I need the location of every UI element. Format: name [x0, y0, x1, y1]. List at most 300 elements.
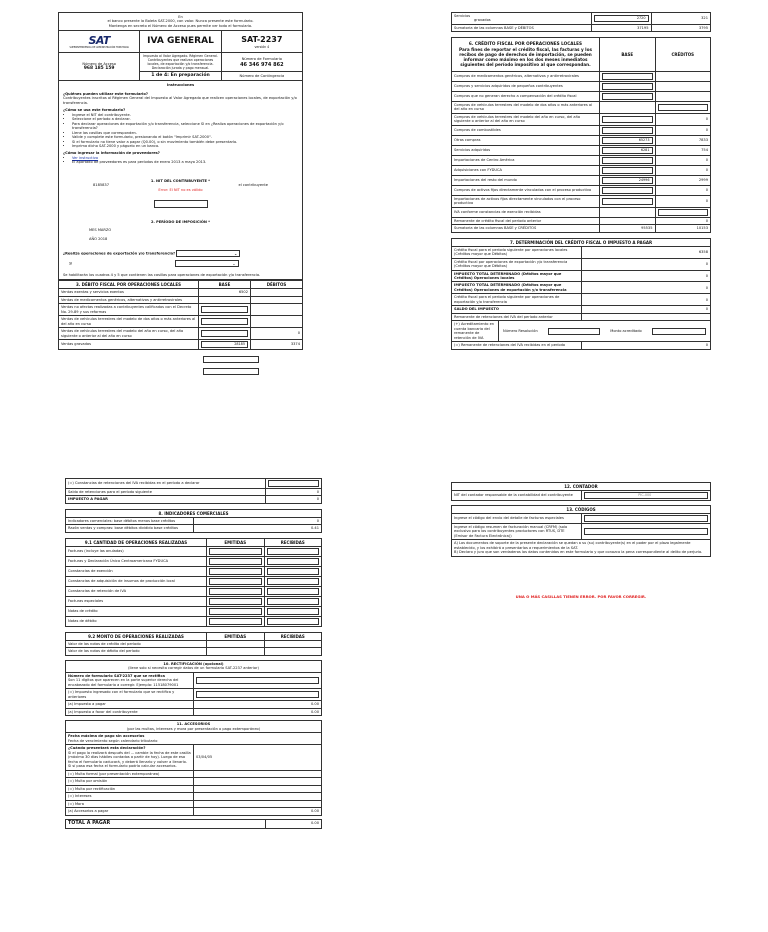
s92-col-emitidas: EMITIDAS	[207, 632, 265, 640]
form-number-label: Número de Formulario	[241, 57, 282, 62]
contador-nit-input[interactable]: PIC-000	[584, 492, 709, 499]
page-3	[65, 478, 322, 903]
row-label: Ventas gravadas	[59, 340, 199, 350]
table-row	[452, 91, 711, 101]
row-value-input[interactable]	[196, 691, 319, 698]
how-list	[63, 113, 298, 149]
s91-table	[65, 538, 322, 627]
s11-subtitle: (por las multas, intereses y mora por presentación o pago extemporáneo)	[126, 726, 261, 731]
row-base: 37195	[592, 24, 652, 31]
table-row	[66, 689, 322, 701]
row-label: Compras que no generan derecho a compensación del crédito fiscal	[452, 91, 600, 101]
mes-label: MES	[89, 227, 97, 232]
recibidas-input[interactable]	[267, 578, 320, 585]
table-row	[59, 296, 303, 303]
recibidas-input[interactable]	[267, 598, 320, 605]
s6-col-base: BASE	[600, 38, 656, 71]
rectify-number-input[interactable]	[196, 677, 319, 684]
how-item: • Valide y complete este formulario, presionando el botón "Imprimir SAT-2000".	[72, 135, 298, 139]
row-value: 0.41	[194, 525, 322, 532]
table-row	[59, 289, 303, 296]
table-row	[66, 616, 322, 626]
table-row	[66, 778, 322, 785]
instructions-title: Instrucciones	[166, 83, 195, 88]
row-base	[600, 217, 656, 224]
recibidas-input[interactable]	[267, 558, 320, 565]
row-value	[581, 313, 711, 320]
row-base-input[interactable]	[602, 157, 653, 164]
s8-table	[65, 509, 322, 533]
extra-input-1[interactable]	[203, 356, 259, 363]
row-value-input[interactable]	[268, 480, 319, 487]
s7-table	[451, 238, 711, 350]
codigo-crfm-input[interactable]	[584, 528, 709, 535]
retention-label: (+) Acreditamiento en cuenta bancaria del remanente de retención de IVA	[452, 321, 499, 341]
row-label: Indicadores comerciales: base débitos menos base créditos	[66, 517, 194, 524]
instructivo-link[interactable]: Ver instructivo	[72, 155, 99, 160]
row-label: Compras de medicamentos genéricos, alternativos y antirretrovirales	[452, 71, 600, 81]
row-label: Constancias de adquisición de insumos de producción local	[66, 576, 207, 586]
row-label: Crédito fiscal para el período siguiente por operaciones de exportación y/o transferencia	[452, 294, 582, 306]
row-value: 0	[266, 496, 322, 503]
s2-title: 2. PERÍODO DE IMPOSICIÓN *	[150, 220, 211, 225]
total-label: TOTAL A PAGAR	[66, 819, 266, 828]
contingency-label: Número de Contingencia	[221, 72, 302, 81]
export-select-2[interactable]	[175, 260, 239, 267]
how-item: • Para declarar operaciones de exportación y/o transferencia, seleccione SI en ¿Realiza operaciones de exportación y/o transferencia?	[72, 122, 298, 131]
recibidas-input[interactable]	[267, 588, 320, 595]
p2-top-table	[451, 12, 711, 32]
row-label: (a) Accesorios a pagar	[66, 808, 194, 815]
table-row	[66, 546, 322, 556]
chevron-down-icon: ⌄	[232, 260, 236, 266]
suppliers-item: • El apartado de proveedores es para períodos de enero 2013 a mayo 2013.	[72, 160, 298, 164]
s10-question: Número de formulario SAT-2237 que se rectifica	[68, 673, 165, 678]
how-item: • Si el formulario no tiene valor a pagar (Q0.00), o sin movimiento también debe presentarlo.	[72, 140, 298, 144]
anio-label: AÑO	[89, 237, 97, 242]
row-base[interactable]: 6502	[199, 289, 251, 296]
how-item: • Ingrese el NIT del contribuyente.	[72, 113, 298, 117]
row-label: (=) Intereses	[66, 793, 194, 800]
row-label: IVA conforme constancias de exención recibidas	[452, 207, 600, 217]
row-base-input[interactable]	[602, 167, 653, 174]
table-row	[452, 207, 711, 217]
row-base-input[interactable]	[201, 318, 248, 325]
row-label: Servicios adquiridos	[452, 145, 600, 155]
table-row	[66, 701, 322, 708]
row-label: Ventas de vehículos terrestres del modelo de dos años o más anteriores al del año en curso	[59, 316, 199, 328]
recibidas-input[interactable]	[267, 618, 320, 625]
s10-title: 10. RECTIFICACIÓN (opcional)	[163, 661, 224, 666]
nit-status: el contribuyente	[238, 183, 268, 188]
row-value: 0.00	[194, 701, 322, 708]
total-table	[65, 819, 322, 829]
row-debitos	[251, 316, 303, 328]
table-row	[452, 342, 711, 349]
row-label: (=) Remanente de retenciones del IVA recibidas en el período	[452, 342, 582, 349]
table-row	[66, 770, 322, 777]
table-row	[66, 606, 322, 616]
header-table	[58, 12, 303, 280]
row-base-input[interactable]	[602, 198, 653, 205]
nit-value: 8185837	[93, 183, 110, 188]
nit-input[interactable]	[154, 200, 208, 208]
form-version: versión 4	[254, 44, 270, 49]
row-label: Importaciones del resto del mundo	[452, 175, 600, 185]
row-label: gravados	[474, 18, 491, 23]
row-value: 0.00	[194, 708, 322, 715]
row-label: Ventas de vehículos terrestres del modelo del año en curso, del año siguiente o anterior al del año en curso	[59, 328, 199, 340]
row-creditos: 10153	[655, 225, 711, 232]
row-creditos	[655, 81, 711, 91]
row-value	[194, 785, 322, 792]
row-label: Compras de combustibles	[452, 125, 600, 135]
s10-description: Son 11 dígitos que aparecen en la parte superior derecha del encabezado del formulario a corregir. Ejemplo: 11518079001	[68, 678, 179, 687]
access-value: 968 185 159	[83, 66, 115, 72]
s6-subtitle: Para fines de reportar el crédito fiscal, las facturas y los recibos de pago de derechos de importación, se pueden informar como máximo en los dos meses inmediatos siguientes del período impositivo al que correspondan.	[459, 46, 592, 68]
row-value	[194, 800, 322, 807]
access-label: Número de Acceso	[82, 61, 116, 66]
row-base-input[interactable]: 28185	[201, 341, 248, 348]
s92-col-recibidas: RECIBIDAS	[264, 632, 322, 640]
row-label: (=) Impuesto ingresado con el formulario que se rectifica y anteriores	[66, 689, 194, 701]
table-row	[452, 125, 711, 135]
suppliers-list	[63, 156, 298, 165]
row-label: (a) Impuesto a pagar	[66, 701, 194, 708]
row-label: Compras de vehículos terrestres del modelo del año en curso, del año siguiente o anterior al del año en curso	[452, 113, 600, 125]
table-row	[59, 340, 303, 350]
row-value	[194, 770, 322, 777]
presentation-date[interactable]: 03/04/05	[194, 745, 322, 770]
export-question: ¿Realiza operaciones de exportación y/o transferencia?	[63, 251, 176, 256]
nit-error: Error: El NIT no es válido	[158, 187, 203, 192]
row-label: SALDO DEL IMPUESTO	[452, 306, 582, 313]
question-how: ¿Cómo se usa este formulario?	[63, 108, 126, 113]
row-debitos	[251, 296, 303, 303]
s13-row-label: Ingrese el código del envío del detalle de facturas especiales	[452, 514, 582, 524]
table-row	[452, 135, 711, 145]
page-status: 1 de 4: En preparación	[140, 72, 221, 81]
row-debitos	[251, 289, 303, 296]
row-base-input[interactable]: 65273	[602, 137, 653, 144]
s6-col-creditos: CRÉDITOS	[655, 38, 711, 71]
row-label: Importaciones de activos fijos directamente vinculados con el proceso productivo	[452, 195, 600, 207]
row-base-input[interactable]	[602, 73, 653, 80]
table-row	[452, 101, 711, 113]
row-label: Constancias de retención de IVA	[66, 586, 207, 596]
s10-subtitle: (llene solo si necesita corregir datos de un formulario SAT-2237 anterior)	[128, 666, 259, 671]
s12-title: 12. CONTADOR	[452, 483, 711, 491]
table-row	[452, 225, 711, 232]
row-label: Remanente de crédito fiscal del período anterior	[452, 217, 600, 224]
s92-table	[65, 632, 322, 656]
row-label: Adquisiciones con FYDUCA	[452, 165, 600, 175]
row-creditos: 7833	[655, 135, 711, 145]
row-base-input[interactable]	[201, 330, 248, 337]
row-debitos: 321	[651, 13, 711, 25]
note-a: A) Los documentos de soporte de la presente declaración se quedan a su (su) contribuyente(s) en el poder por el plazo legalmente establecido, y los exhibirá a presentarlos a requerimientos de la SAT.	[454, 541, 691, 550]
table-row	[452, 195, 711, 207]
row-label: Notas de crédito	[66, 606, 207, 616]
row-creditos: 0	[655, 185, 711, 195]
row-label: Importaciones de Centro América	[452, 155, 600, 165]
row-base	[600, 207, 656, 217]
emitidas-input[interactable]	[209, 558, 262, 565]
s6-title: 6. CRÉDITO FISCAL POR OPERACIONES LOCALES	[468, 41, 583, 47]
row-label: Ventas exentas y servicios exentos	[59, 289, 199, 296]
row-creditos: 0	[655, 125, 711, 135]
s91-col-emitidas: EMITIDAS	[207, 538, 265, 546]
total-value: 0.00	[266, 819, 322, 828]
table-row	[452, 71, 711, 81]
table-row	[452, 258, 711, 270]
row-label: Compras de activos fijos directamente vinculados con el proceso productivo	[452, 185, 600, 195]
emitidas-input[interactable]	[209, 578, 262, 585]
question-suppliers: ¿Cómo ingresar la información de proveedores?	[63, 151, 160, 156]
table-row	[66, 517, 322, 524]
row-value: 0	[581, 282, 711, 294]
row-creditos-input[interactable]	[658, 104, 709, 111]
emitidas-input[interactable]	[209, 588, 262, 595]
table-row	[66, 479, 322, 489]
form-number-value: 46 346 974 862	[240, 61, 284, 68]
row-label: Compras de vehículos terrestres del modelo de dos años o más anteriores al del año en curso	[452, 101, 600, 113]
row-creditos: 754	[655, 145, 711, 155]
table-row	[452, 145, 711, 155]
how-item: • Imprima dicho SAT-2000 y páguelo en un banco.	[72, 144, 298, 148]
row-base: 95535	[600, 225, 656, 232]
s11-q2: ¿Cuándo presentará esta declaración?	[68, 746, 146, 751]
table-row	[59, 316, 303, 328]
row-creditos	[655, 91, 711, 101]
row-value: 0	[581, 342, 711, 349]
form-title: IVA GENERAL	[140, 31, 221, 53]
table-row	[452, 175, 711, 185]
row-value: 0	[581, 294, 711, 306]
row-value	[194, 778, 322, 785]
s11-q1b: Fecha de vencimiento según calendario tributario	[68, 738, 158, 743]
row-value	[194, 793, 322, 800]
table-row	[66, 556, 322, 566]
row-label: (=) Multa por rectificación	[66, 785, 194, 792]
page-4	[451, 482, 711, 642]
emitidas-input[interactable]	[209, 548, 262, 555]
table-row	[452, 270, 711, 282]
top-note-3: Mantenga en secreto el Número de Acceso pues permite ver todo el formulario.	[108, 23, 253, 28]
table-row	[66, 525, 322, 532]
table-row	[66, 793, 322, 800]
s11-table	[65, 720, 322, 815]
row-label: Constancias de exención	[66, 566, 207, 576]
row-label: Servicios	[454, 14, 471, 18]
export-value: SI	[69, 261, 73, 266]
sat-logo-subtitle: SUPERINTENDENCIA DE ADMINISTRACIÓN TRIBUTARIA	[69, 46, 129, 50]
row-label: Crédito fiscal por operaciones de exportación y/o transferencia (Créditos mayor que Débitos)	[452, 258, 582, 270]
row-value: 0.00	[194, 808, 322, 815]
table-row	[452, 282, 711, 294]
row-label: Facturas especiales	[66, 596, 207, 606]
s3-col-debitos: DÉBITOS	[251, 281, 303, 289]
form-code: SAT-2237	[241, 34, 283, 44]
row-label: Valor de las notas de crédito del período	[66, 640, 207, 647]
row-value: 0	[581, 270, 711, 282]
row-label: (=) Mora	[66, 800, 194, 807]
row-base-input[interactable]: 2720	[594, 15, 649, 22]
row-label: IMPUESTO TOTAL DETERMINADO (Débitos mayor que Créditos) Operaciones locales	[452, 270, 582, 282]
export-note: Se habilitarán los cuadros 4 y 5 que contienen las casillas para operaciones de exportación y/o transferencia.	[63, 272, 261, 277]
table-row	[66, 596, 322, 606]
table-row	[66, 648, 322, 655]
row-creditos: 0	[655, 217, 711, 224]
row-value: 0	[266, 489, 322, 496]
row-label: Compras y servicios adquiridos de pequeños contribuyentes	[452, 81, 600, 91]
s91-col-recibidas: RECIBIDAS	[264, 538, 322, 546]
row-creditos-input[interactable]	[658, 209, 709, 216]
s11-title: 11. ACCESORIOS	[176, 722, 211, 727]
s3-col-base: BASE	[199, 281, 251, 289]
table-row	[452, 313, 711, 320]
row-value: 0	[194, 517, 322, 524]
table-row	[59, 304, 303, 316]
row-creditos: 0	[655, 155, 711, 165]
row-label: Otras compras	[452, 135, 600, 145]
table-row	[452, 185, 711, 195]
row-label: Facturas y Declaración Única Centroamericana FYDUCA	[66, 556, 207, 566]
anio-value[interactable]: 2018	[98, 237, 108, 242]
recibidas-input[interactable]	[267, 568, 320, 575]
row-creditos	[655, 71, 711, 81]
table-row	[66, 576, 322, 586]
s13-title: 13. CÓDIGOS	[452, 506, 711, 514]
table-row	[66, 496, 322, 503]
table-row	[66, 640, 322, 647]
row-label: Notas de débito	[66, 616, 207, 626]
s11-q2b: Si el pago lo realizará después del ... cambie la fecha de este casilla (máximo 30 días hábiles contados a partir de hoy). Luego de esa fecha el formulario caducará, y deberá llenarlo y volver a llenarlo. Si sí pasa esa fecha el formulario podría calcular accesorios.	[68, 750, 191, 769]
row-label: Sumatoria de las columnas BASE y CRÉDITOS	[452, 225, 600, 232]
s13-row-label: Ingrese el código resumen de facturación manual (CRFM) (solo exclusivo para los contribuyentes productores con RTUS, DTE (Emisor de Factura Electrónica))	[452, 524, 582, 540]
s10-table	[65, 660, 322, 716]
row-value: 6358	[581, 246, 711, 258]
top-note-1: En	[178, 15, 183, 19]
s7-title: 7. DETERMINACIÓN DEL CRÉDITO FISCAL O IMPUESTO A PAGAR	[452, 238, 711, 246]
row-value: 0	[581, 306, 711, 313]
row-debitos: 3374	[251, 340, 303, 350]
row-base-input[interactable]: 6281	[602, 147, 653, 154]
row-label: (=) Multa por omisión	[66, 778, 194, 785]
s3-title: 3. DÉBITO FISCAL POR OPERACIONES LOCALES	[59, 281, 199, 289]
emitidas-input[interactable]	[209, 568, 262, 575]
row-label: Saldo de retenciones para el período siguiente	[66, 489, 266, 496]
recibidas-input[interactable]	[267, 608, 320, 615]
s13-table	[451, 505, 711, 557]
table-row	[452, 306, 711, 313]
resolution-input[interactable]	[548, 328, 600, 335]
row-label: Valor de las notas de débito del período	[66, 648, 207, 655]
row-label: Ventas de medicamentos genéricos, alternativos y antirretrovirales	[59, 296, 199, 303]
note-b: B) Declaro y juro que son verdaderos los datos contenidos en este formulario y que conozco la pena correspondiente al delito de perjurio.	[454, 550, 703, 555]
how-item: • Llene las casillas que corresponden.	[72, 131, 298, 135]
row-label: Remanente de retenciones del IVA del período anterior	[452, 313, 582, 320]
form-description: Impuesto al Valor Agregado. Régimen General. Contribuyentes que realizan operaciones locales, de exportación y/o transferencia. Declaración jurada y pago mensual.	[140, 53, 221, 72]
s3-table	[58, 280, 303, 350]
row-creditos: 0	[655, 165, 711, 175]
row-base-input[interactable]	[201, 306, 248, 313]
table-row	[452, 155, 711, 165]
row-base-input[interactable]	[602, 187, 653, 194]
table-row	[452, 217, 711, 224]
s6-table	[451, 37, 711, 232]
page-1	[58, 12, 303, 454]
row-creditos: 2999	[655, 175, 711, 185]
how-item: • Seleccione el período a declarar.	[72, 117, 298, 121]
table-row	[452, 81, 711, 91]
table-row	[452, 165, 711, 175]
table-row	[66, 586, 322, 596]
export-select-1[interactable]	[176, 250, 240, 257]
row-base-input[interactable]	[602, 93, 653, 100]
codigo-envio-input[interactable]	[584, 515, 709, 522]
error-message: UNA O MÁS CASILLAS TIENEN ERROR. POR FAVOR CORREGIR.	[515, 593, 647, 599]
table-row	[66, 785, 322, 792]
table-row	[452, 246, 711, 258]
monto-input[interactable]	[652, 328, 706, 335]
table-row	[452, 294, 711, 306]
table-row	[66, 708, 322, 715]
row-label: (=) Multa formal (por presentación extemporánea)	[66, 770, 194, 777]
emitidas-input[interactable]	[209, 618, 262, 625]
row-label: Crédito fiscal para el período siguiente por operaciones locales (Créditos mayor que Débitos)	[452, 246, 582, 258]
row-debitos	[251, 304, 303, 316]
row-label: Facturas (incluye las anuladas)	[66, 546, 207, 556]
row-base-input[interactable]	[602, 83, 653, 90]
row-debitos: 0	[251, 328, 303, 340]
answer-who: Contribuyentes inscritos al Régimen General del Impuesto al Valor Agregado que realicen operaciones locales, de exportación y/o transferencia.	[63, 96, 297, 105]
top-note-2: el banco presente la Boleta SAT-2000, con valor. Nunca presente este formulario.	[107, 19, 254, 24]
s8-title: 8. INDICADORES COMERCIALES	[66, 509, 322, 517]
s1-title: 1. NIT DEL CONTRIBUYENTE *	[150, 178, 211, 183]
table-row	[452, 113, 711, 125]
row-base[interactable]	[199, 296, 251, 303]
table-row	[66, 800, 322, 807]
s11-q1: Fecha máxima de pago sin accesorios	[68, 734, 145, 739]
row-label: Razón ventas y compras: base débitos dividido base créditos	[66, 525, 194, 532]
row-label: IMPUESTO TOTAL DETERMINADO (Débitos mayor que Créditos) Operaciones de exportación y/o transferencia	[452, 282, 582, 294]
row-label: (a) Impuesto a favor del contribuyente	[66, 708, 194, 715]
row-creditos: 0	[655, 195, 711, 207]
emitidas-input[interactable]	[209, 598, 262, 605]
row-label: Sumatoria de las columnas BASE y DÉBITOS	[452, 24, 592, 31]
row-label: IMPUESTO A PAGAR	[66, 496, 266, 503]
chevron-down-icon: ⌄	[234, 250, 238, 256]
row-base	[600, 101, 656, 113]
row-label: Ventas no afectas realizadas a contribuyentes calificados con el Decreto No. 29-89 y sus reformas	[59, 304, 199, 316]
row-base-input[interactable]	[602, 127, 653, 134]
mes-value[interactable]: MARZO	[97, 227, 112, 232]
question-who: ¿Quiénes pueden utilizar este formulario?	[63, 91, 148, 96]
emitidas-input[interactable]	[209, 608, 262, 615]
resolution-label: Número Resolución	[503, 329, 538, 334]
s92-title: 9.2 MONTO DE OPERACIONES REALIZADAS	[66, 632, 207, 640]
extra-input-2[interactable]	[203, 368, 259, 375]
row-debitos: 3795	[651, 24, 711, 31]
s12-table	[451, 482, 711, 501]
row-base-input[interactable]: 24996	[602, 177, 653, 184]
row-base-input[interactable]	[602, 116, 653, 123]
row-creditos: 0	[655, 113, 711, 125]
recibidas-input[interactable]	[267, 548, 320, 555]
table-row	[66, 566, 322, 576]
sat-logo: SAT	[88, 33, 110, 47]
